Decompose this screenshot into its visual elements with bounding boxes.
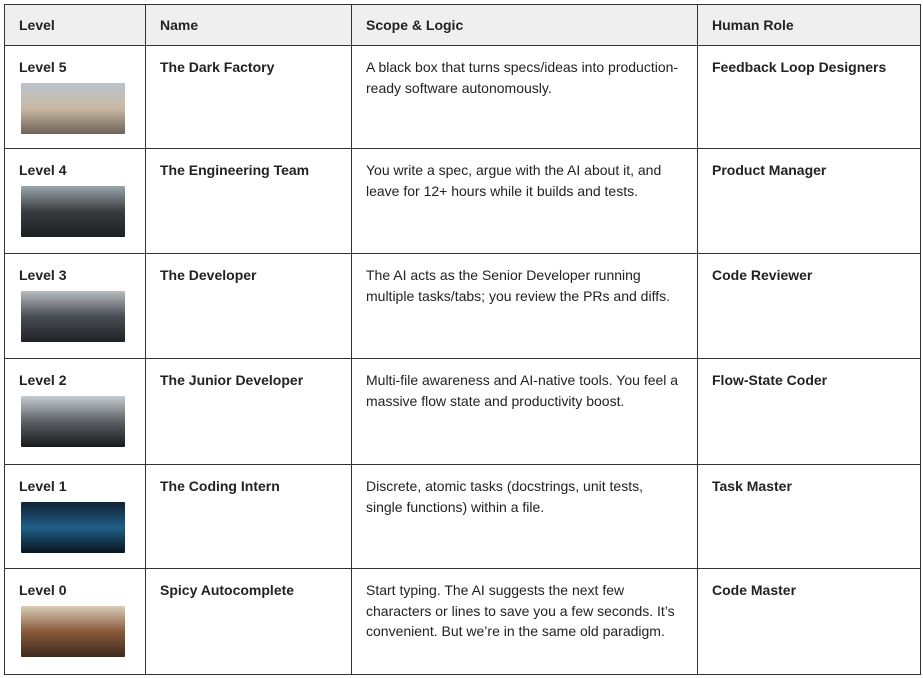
role-cell (698, 149, 921, 254)
role-cell (698, 569, 921, 675)
header-level: Level (5, 5, 146, 46)
name-cell (146, 569, 352, 675)
scope-cell (352, 569, 698, 675)
level-name: Spicy Autocomplete (160, 582, 295, 598)
table-row (5, 149, 921, 254)
scope-text: The AI acts as the Senior Developer running multiple tasks/tabs; you review the PRs and diffs. (366, 267, 670, 304)
scope-cell (352, 254, 698, 359)
sleeping-driver-image (21, 186, 125, 237)
level-cell (5, 254, 146, 359)
human-role: Task Master (712, 478, 792, 494)
scope-cell (352, 149, 698, 254)
driver-with-touchscreen-image (21, 291, 125, 342)
level-name: The Engineering Team (160, 162, 310, 178)
human-role: Product Manager (712, 162, 827, 178)
autonomous-lounge-interior-image (21, 83, 125, 134)
table-row (5, 359, 921, 465)
hands-on-steering-wheel-image (21, 396, 125, 447)
level-label: Level 1 (19, 478, 67, 494)
classic-car-wheel-image (21, 606, 125, 657)
level-name: The Junior Developer (160, 372, 304, 388)
scope-cell (352, 465, 698, 569)
scope-text: Start typing. The AI suggests the next few characters or lines to save you a few seconds. It’s convenient. But we’re in the same old paradigm. (366, 582, 675, 639)
name-cell (146, 465, 352, 569)
level-cell (5, 569, 146, 675)
name-cell (146, 359, 352, 465)
human-role: Code Master (712, 582, 797, 598)
role-cell (698, 254, 921, 359)
table-body (5, 46, 921, 675)
level-cell (5, 359, 146, 465)
name-cell (146, 46, 352, 149)
level-name: The Dark Factory (160, 59, 275, 75)
name-cell (146, 254, 352, 359)
human-role: Flow-State Coder (712, 372, 828, 388)
scope-text: Discrete, atomic tasks (docstrings, unit tests, single functions) within a file. (366, 478, 643, 515)
header-row (5, 5, 921, 46)
scope-text: You write a spec, argue with the AI about it, and leave for 12+ hours while it builds and tests. (366, 162, 662, 199)
role-cell (698, 359, 921, 465)
level-label: Level 4 (19, 162, 67, 178)
level-cell (5, 46, 146, 149)
level-label: Level 3 (19, 267, 67, 283)
role-cell (698, 465, 921, 569)
level-cell (5, 149, 146, 254)
scope-text: A black box that turns specs/ideas into production-ready software autonomously. (366, 59, 679, 96)
human-role: Feedback Loop Designers (712, 59, 887, 75)
name-cell (146, 149, 352, 254)
level-label: Level 5 (19, 59, 67, 75)
ai-levels-table (4, 4, 921, 675)
table-row (5, 569, 921, 675)
level-label: Level 2 (19, 372, 67, 388)
scope-cell (352, 359, 698, 465)
digital-dashboard-image (21, 502, 125, 553)
level-name: The Coding Intern (160, 478, 280, 494)
header-role: Human Role (698, 5, 921, 46)
table-row (5, 465, 921, 569)
role-cell (698, 46, 921, 149)
table-row (5, 254, 921, 359)
human-role: Code Reviewer (712, 267, 813, 283)
scope-text: Multi-file awareness and AI-native tools. You feel a massive flow state and productivity boost. (366, 372, 679, 409)
level-cell (5, 465, 146, 569)
header-name: Name (146, 5, 352, 46)
level-label: Level 0 (19, 582, 67, 598)
level-name: The Developer (160, 267, 257, 283)
header-scope: Scope & Logic (352, 5, 698, 46)
scope-cell (352, 46, 698, 149)
table-row (5, 46, 921, 149)
